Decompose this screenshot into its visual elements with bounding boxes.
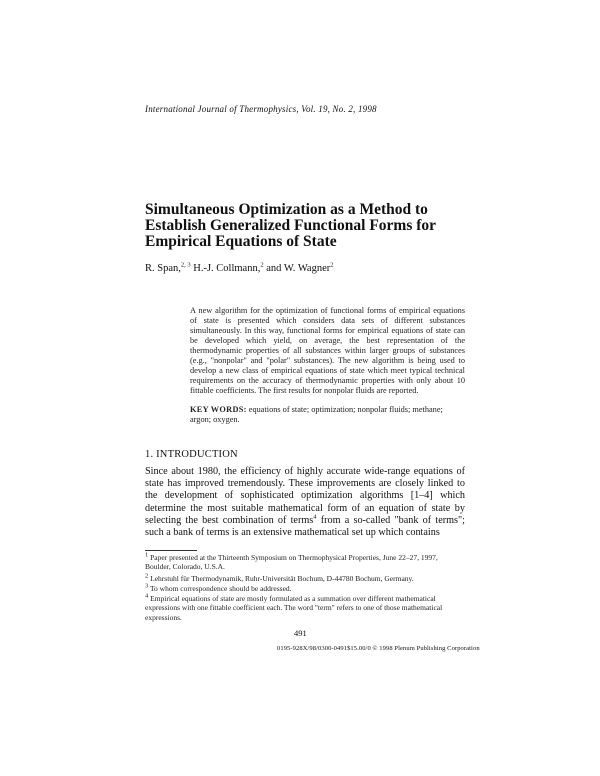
author-span: R. Span,	[145, 263, 181, 274]
journal-citation: International Journal of Thermophysics, Vol. 19, No. 2, 1998	[145, 104, 377, 114]
footnote-3-text: To whom correspondence should be addressed.	[150, 584, 292, 593]
footnote-ref-4: 4	[313, 513, 317, 521]
body-paragraph	[145, 466, 465, 539]
footnote-1-text: Paper presented at the Thirteenth Symposium on Thermophysical Properties, June 22–27, 1997, Boulder, Colorado, U.S.A.	[145, 553, 438, 572]
author-span-affiliation: 2, 3	[180, 261, 191, 269]
footnote-2-mark: 2	[145, 572, 149, 580]
keywords-text: equations of state; optimization; nonpolar fluids; methane; argon; oxygen.	[190, 405, 443, 424]
footnote-2-text: Lehrstuhl für Thermodynamik, Ruhr-Universität Bochum, D-44780 Bochum, Germany.	[150, 574, 414, 583]
footnote-3-mark: 3	[145, 582, 149, 590]
footnote-4-text: Empirical equations of state are mostly formulated as a summation over different mathematical expressions with one fittable coefficient each. The word "term" refers to one of those mathematical expressions.	[145, 594, 443, 622]
section-heading: 1. INTRODUCTION	[145, 449, 238, 460]
author-wagner-affiliation: 2	[330, 261, 334, 269]
footnote-divider	[145, 550, 197, 551]
author-collmann: H.-J. Collmann,	[193, 263, 261, 274]
body-text: Since about 1980, the efficiency of highly accurate wide-range equations of state has improved tremendously. These improvements are closely linked to the development of sophisticated optimization algorithms [1–4] which determine the most suitable mathematical form of an equation of state by selecting the best combination of terms	[145, 466, 465, 526]
keywords	[190, 405, 465, 425]
copyright-line: 0195-928X/98/0300-0491$15.00/0 © 1998 Plenum Publishing Corporation	[277, 645, 480, 652]
abstract: A new algorithm for the optimization of functional forms of empirical equations of state is presented which considers data sets of different substances simultaneously. In this way, functional forms for empirical equations of state can be developed which yield, on average, the best representation of the thermodynamic properties of all substances within larger groups of substances (e.g., "nonpolar" and "polar" substances). The new algorithm is being used to develop a new class of empirical equations of state which meet typical technical requirements on the accuracy of thermodynamic properties with only about 10 fittable coefficients. The first results for nonpolar fluids are reported.	[190, 306, 465, 395]
footnote-1	[145, 553, 465, 572]
footnote-4-mark: 4	[145, 592, 149, 600]
keywords-label: KEY WORDS:	[190, 405, 247, 414]
footnote-3	[145, 584, 465, 593]
author-conjunction: and	[266, 263, 282, 274]
paper-title: Simultaneous Optimization as a Method to Establish Generalized Functional Forms for Empirical Equations of State	[145, 201, 436, 250]
footnote-4	[145, 594, 465, 622]
author-wagner: W. Wagner	[283, 263, 331, 274]
author-line	[145, 263, 334, 274]
body-text-continued: from a so-called "bank of terms"; such a bank of terms is an extensive mathematical set up which contains	[145, 514, 465, 539]
author-collmann-affiliation: 2	[260, 261, 264, 269]
page-number: 491	[294, 628, 307, 638]
footnote-2	[145, 574, 465, 583]
footnote-1-mark: 1	[145, 551, 149, 559]
